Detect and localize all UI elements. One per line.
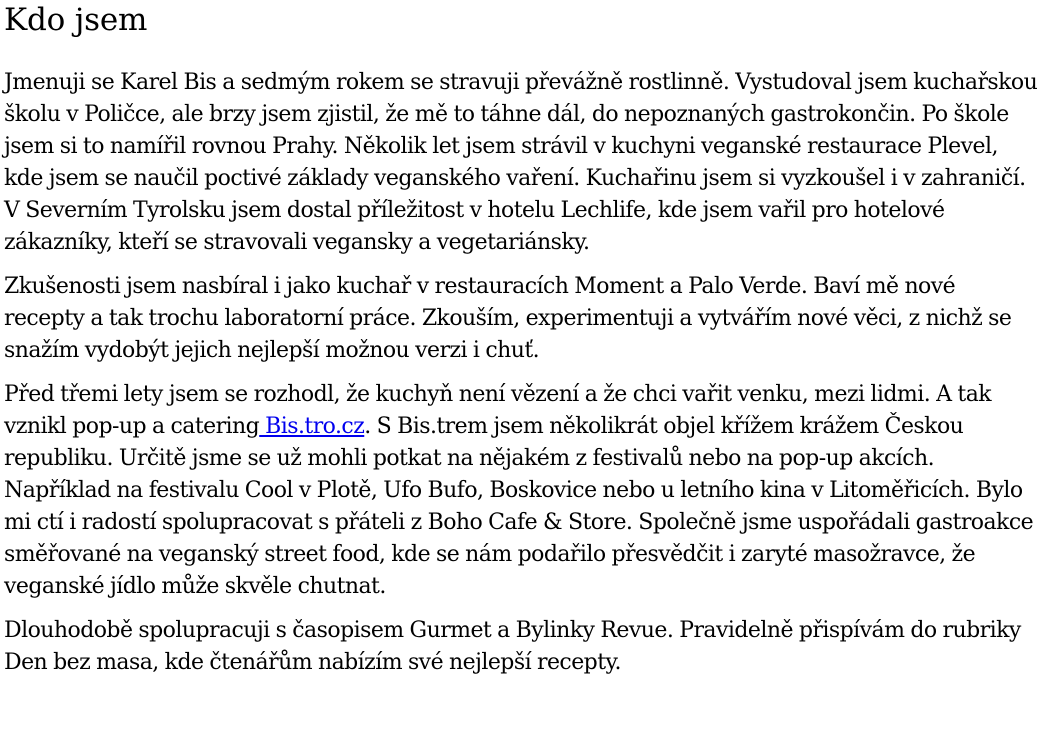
paragraph-bistro-text-start: Před třemi lety jsem se rozhodl, že kuchyň není vězení a že chci vařit venku, mezi lidmi. A tak vznikl pop-up a catering <box>4 382 992 439</box>
bistro-link[interactable]: Bis.tro.cz <box>259 414 365 439</box>
paragraph-magazines: Dlouhodobě spolupracuji s časopisem Gurmet a Bylinky Revue. Pravidelně přispívám do rubriky Den bez masa, kde čtenářům nabízím své nejlepší recepty. <box>4 618 1021 675</box>
paragraph-bistro-text-end: . S Bis.trem jsem několikrát objel křížem krážem Českou republiku. Určitě jsme se už mohli potkat na nějakém z festivalů nebo na pop-up akcích. Například na festivalu Cool v Plotě, Ufo Bufo, Boskovice nebo u letního kina v Litoměřicích. Bylo mi ctí i radostí spolupracovat s přáteli z Boho Cafe & Store. Společně jsme uspořádali gastroakce směřované na veganský street food, kde se nám podařilo přesvědčit i zaryté masožravce, že veganské jídlo může skvěle chutnat. <box>4 414 1034 599</box>
page-title: Kdo jsem <box>4 2 148 38</box>
paragraph-experience: Zkušenosti jsem nasbíral i jako kuchař v restauracích Moment a Palo Verde. Baví mě nové recepty a tak trochu laboratorní práce. Zkouším, experimentuji a vytvářím nové věci, z nichž se snažím vydobýt jejich nejlepší možnou verzi i chuť. <box>4 274 1012 363</box>
paragraph-intro: Jmenuji se Karel Bis a sedmým rokem se stravuji převážně rostlinně. Vystudoval jsem kuchařskou školu v Poličce, ale brzy jsem zjistil, že mě to táhne dál, do nepoznaných gastrokončin. Po škole jsem si to namířil rovnou Prahy. Několik let jsem strávil v kuchyni veganské restaurace Plevel, kde jsem se naučil poctivé základy veganského vaření. Kuchařinu jsem si vyzkoušel i v zahraničí. V Severním Tyrolsku jsem dostal příležitost v hotelu Lechlife, kde jsem vařil pro hotelové zákazníky, kteří se stravovali vegansky a vegetariánsky. <box>4 70 1038 255</box>
paragraph-bistro <box>4 379 1040 603</box>
